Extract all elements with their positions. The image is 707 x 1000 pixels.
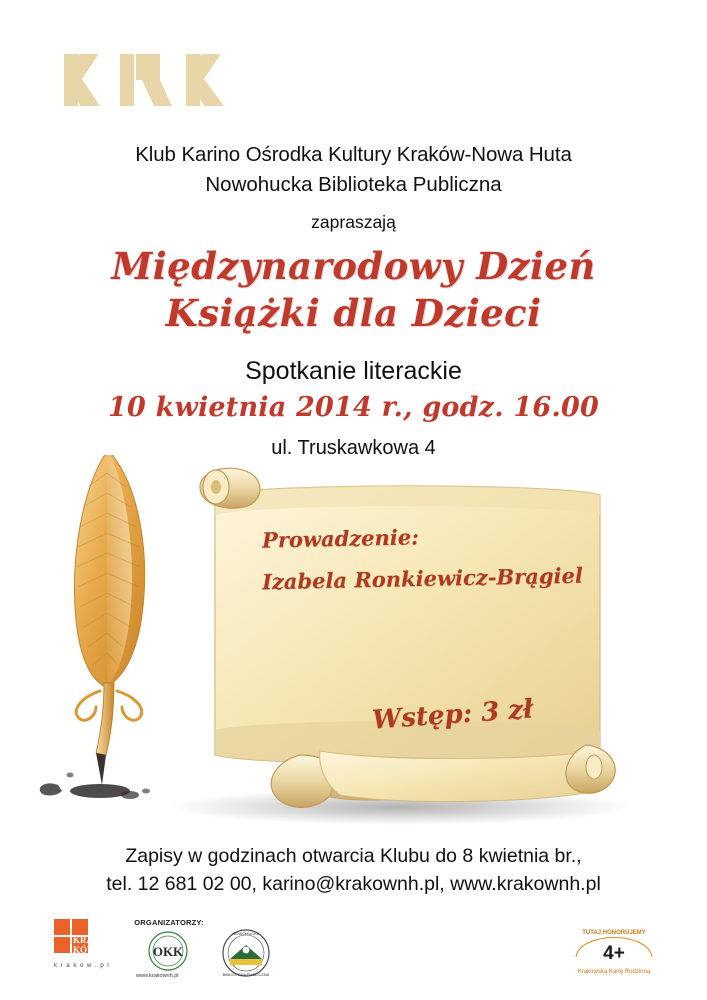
family-card-logo [566, 917, 662, 979]
invite-word: zapraszają [311, 212, 396, 232]
svg-text:KÓW: KÓW [73, 945, 97, 955]
organizers-label: ORGANIZATORZY: [134, 918, 204, 927]
footer-line-2: tel. 12 681 02 00, karino@krakownh.pl, www.krakownh.pl [106, 873, 601, 895]
svg-text:TUTAJ HONORUJEMY: TUTAJ HONORUJEMY [582, 930, 646, 936]
event-subtitle: Spotkanie literackie [245, 357, 462, 385]
krakow-city-logo [48, 915, 110, 977]
quill-and-scroll-illustration [0, 455, 707, 835]
footer-line-1: Zapisy w godzinach otwarcia Klubu do 8 kwietnia br., [125, 845, 582, 867]
krk-logo [62, 50, 242, 108]
library-logo [212, 925, 280, 981]
sponsor-strip [0, 905, 707, 990]
svg-text:k r a k o w . p l: k r a k o w . p l [54, 963, 110, 969]
event-address: ul. Truskawkowa 4 [271, 437, 436, 459]
svg-text:BIBLIOTEKA PUBLICZNA: BIBLIOTEKA PUBLICZNA [222, 972, 270, 977]
page-title [0, 243, 707, 337]
organizer-line-1: Klub Karino Ośrodka Kultury Kraków-Nowa Huta [135, 143, 572, 166]
host-label: Prowadzenie: [261, 524, 420, 553]
event-date: 10 kwietnia 2014 r., godz. 16.00 [108, 392, 599, 423]
entry-price: Wstęp: 3 zł [371, 694, 534, 736]
okk-logo [128, 929, 208, 981]
host-name: Izabela Ronkiewicz-Brągiel [261, 562, 584, 595]
svg-text:NOWOHUCKA: NOWOHUCKA [232, 931, 260, 936]
svg-text:4+: 4+ [603, 943, 625, 964]
organizer-line-2: Nowohucka Biblioteka Publiczna [205, 173, 502, 196]
svg-text:OKK: OKK [152, 944, 184, 959]
title-line-2: Książki dla Dzieci [165, 290, 542, 335]
title-line-1: Międzynarodowy Dzień [111, 244, 596, 288]
svg-text:KRA: KRA [73, 935, 93, 945]
svg-text:www.krakownh.pl: www.krakownh.pl [136, 973, 179, 979]
svg-text:Krakowską Kartę Rodzinną: Krakowską Kartę Rodzinną [577, 969, 651, 975]
